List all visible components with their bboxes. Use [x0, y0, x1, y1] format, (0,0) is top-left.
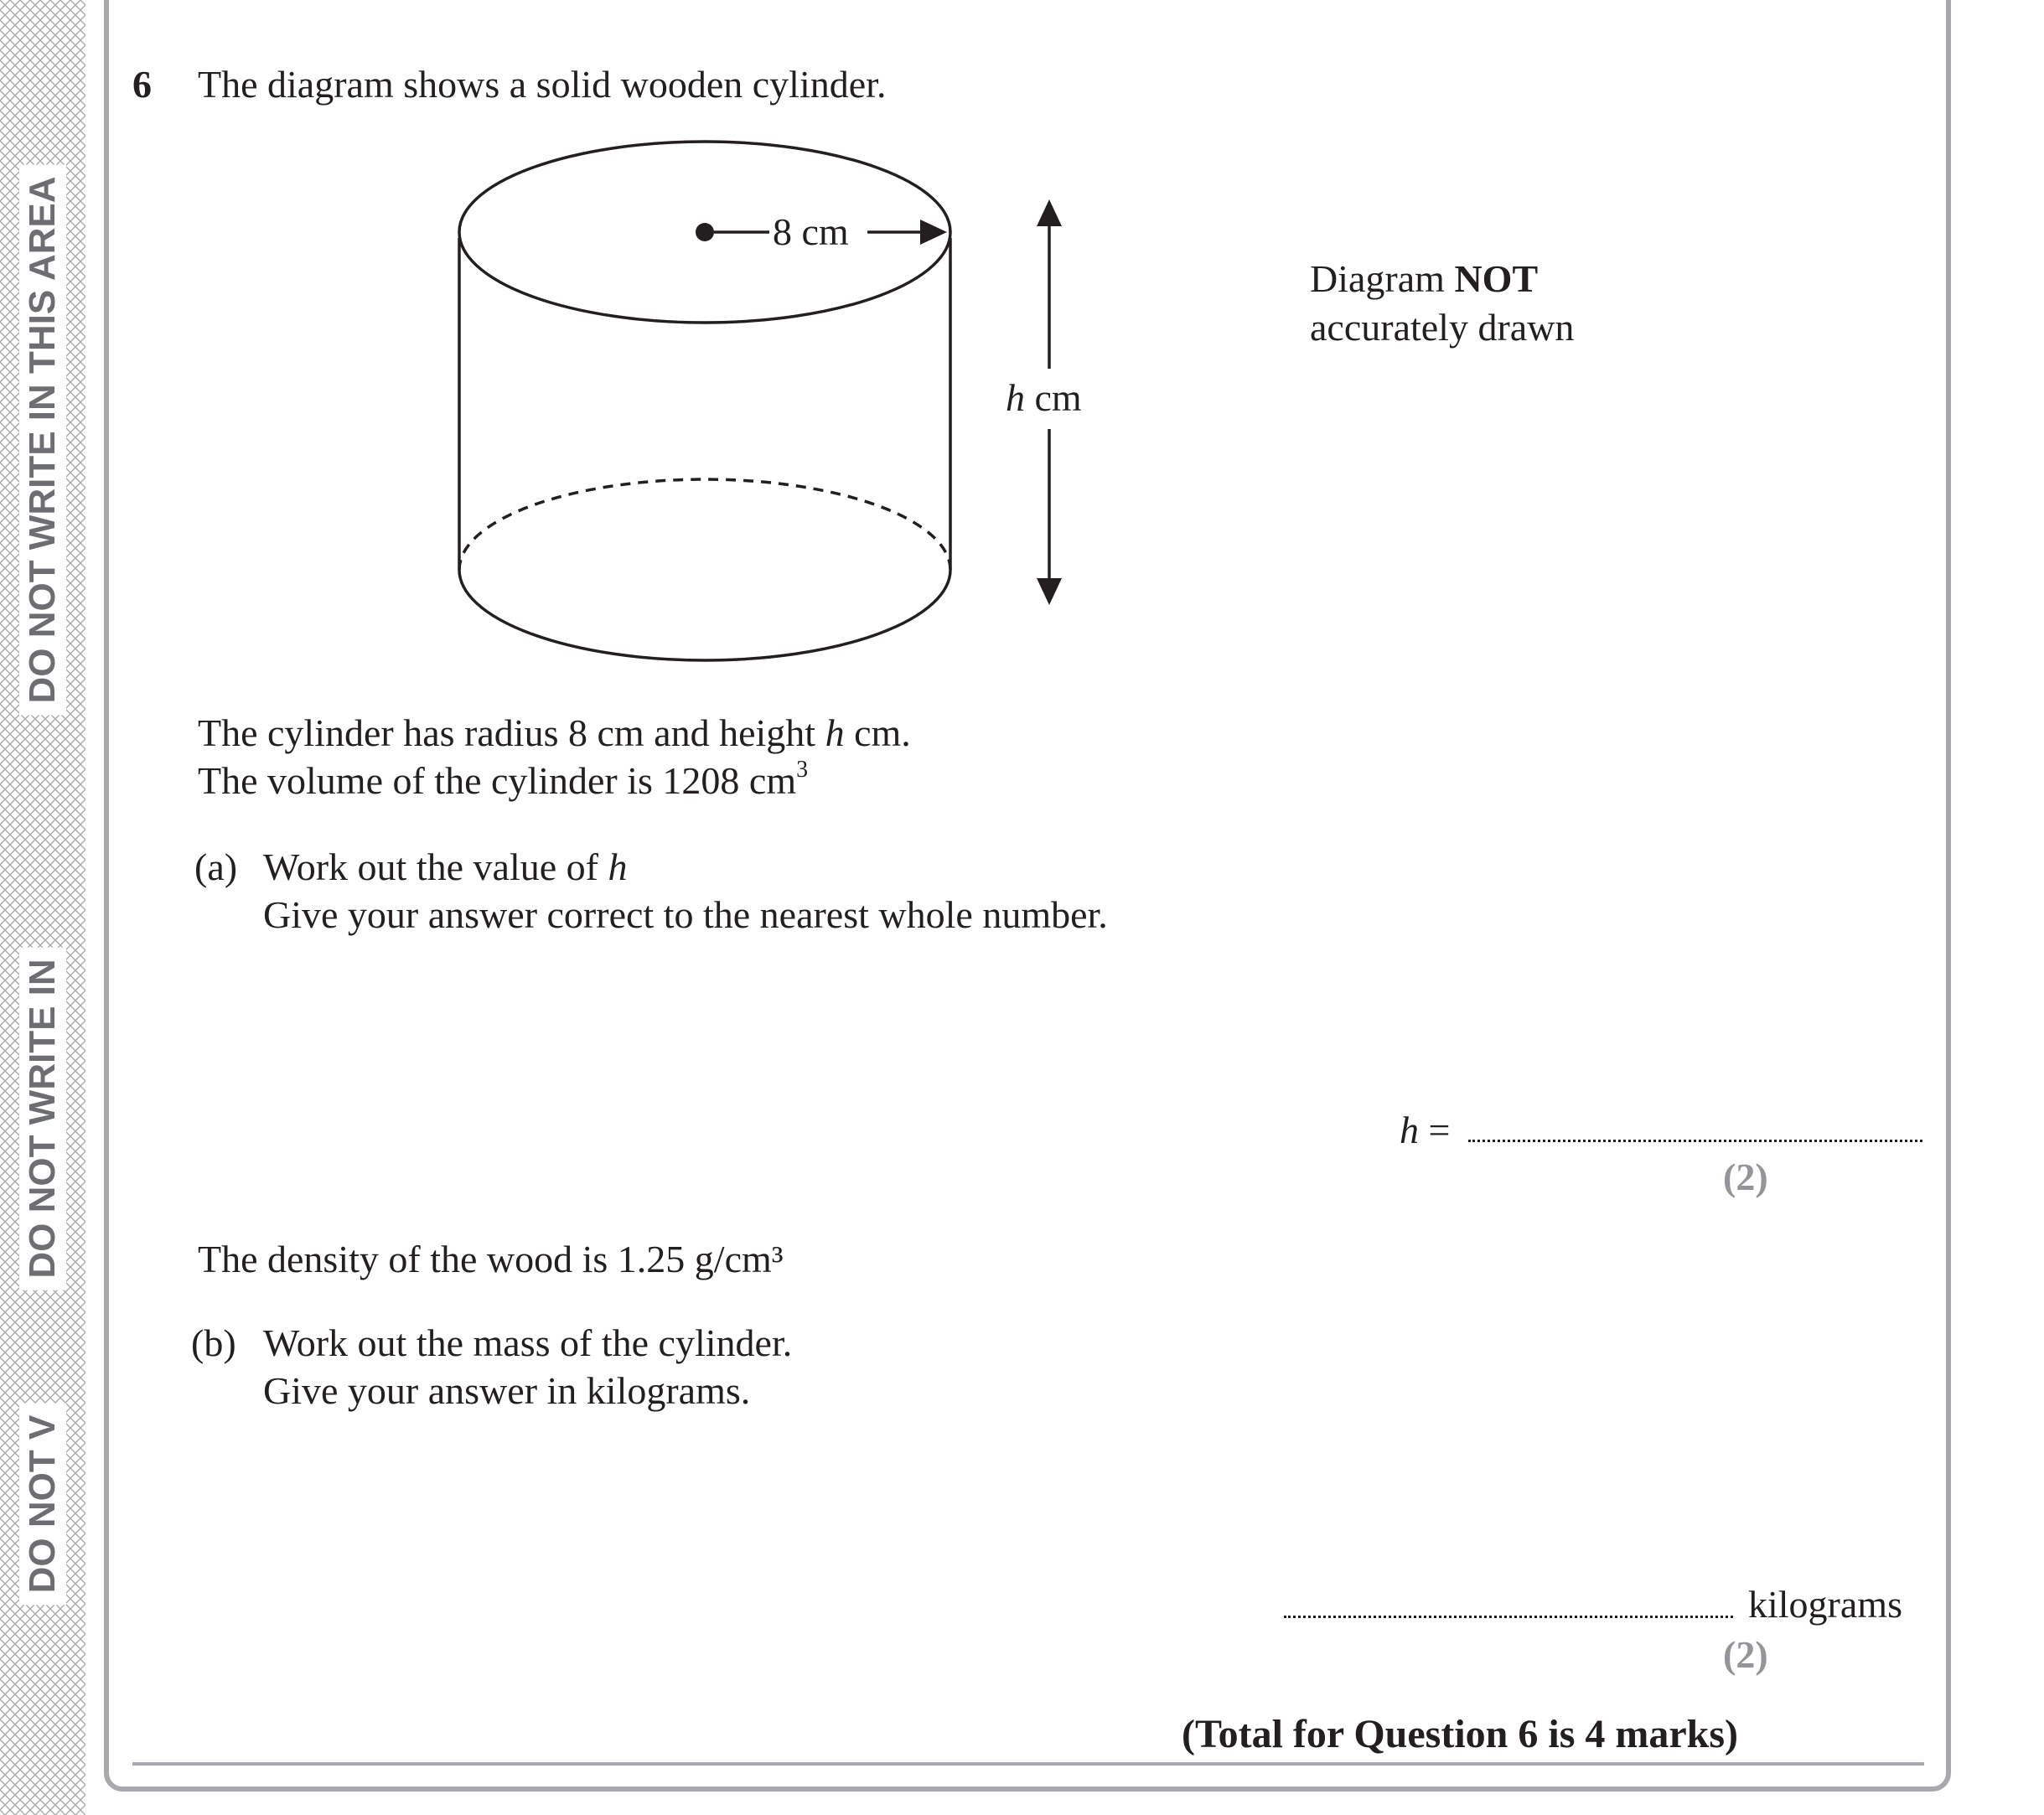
statement-line1 — [198, 709, 911, 758]
diagram-note-line2: accurately drawn — [1310, 306, 1575, 349]
diagram-note-bold: NOT — [1454, 257, 1539, 300]
margin-warning-top: DO NOT WRITE IN THIS AREA — [19, 164, 66, 715]
part-a-label: (a) — [194, 845, 238, 888]
part-a-answer-line[interactable] — [1468, 1140, 1922, 1142]
part-a-answer-label — [1400, 1106, 1450, 1155]
part-a-line2: Give your answer correct to the nearest whole number. — [263, 893, 1108, 936]
part-a-line1 — [263, 843, 627, 892]
diagram-note-prefix: Diagram — [1310, 257, 1455, 300]
part-b-line1: Work out the mass of the cylinder. — [263, 1321, 793, 1364]
part-b-label: (b) — [191, 1321, 236, 1364]
diagram-note-line1 — [1310, 255, 1538, 303]
statement-height-variable: h — [825, 711, 845, 754]
statement-line2 — [198, 757, 808, 805]
part-a-variable: h — [608, 845, 628, 888]
density-statement: The density of the wood is 1.25 g/cm³ — [198, 1238, 784, 1280]
statement-line2-text: The volume of the cylinder is 1208 cm — [198, 759, 797, 802]
part-b-answer-unit: kilograms — [1748, 1583, 1902, 1626]
answer-equals: = — [1419, 1109, 1451, 1151]
question-total: (Total for Question 6 is 4 marks) — [1182, 1712, 1739, 1756]
part-a-line1-text: Work out the value of — [263, 845, 608, 888]
bottom-rule — [132, 1762, 1924, 1766]
part-a-marks: (2) — [1723, 1156, 1768, 1198]
height-unit: cm — [1034, 376, 1082, 419]
part-b-marks: (2) — [1723, 1633, 1768, 1676]
answer-variable: h — [1400, 1109, 1419, 1151]
part-b-answer-line[interactable] — [1284, 1616, 1733, 1618]
margin-warning-middle: DO NOT WRITE IN — [19, 947, 66, 1290]
question-number: 6 — [132, 63, 152, 106]
height-variable: h — [1006, 376, 1025, 419]
cubed-superscript: 3 — [796, 757, 809, 783]
height-label — [1006, 374, 1082, 422]
part-b-line2: Give your answer in kilograms. — [263, 1369, 751, 1412]
margin-warning-bottom: DO NOT V — [19, 1404, 66, 1606]
radius-label: 8 cm — [773, 210, 849, 253]
statement-line1-text: The cylinder has radius 8 cm and height — [198, 711, 825, 754]
margin-strip — [0, 0, 85, 1815]
question-intro: The diagram shows a solid wooden cylinder. — [198, 63, 887, 106]
statement-line1-end: cm. — [844, 711, 911, 754]
